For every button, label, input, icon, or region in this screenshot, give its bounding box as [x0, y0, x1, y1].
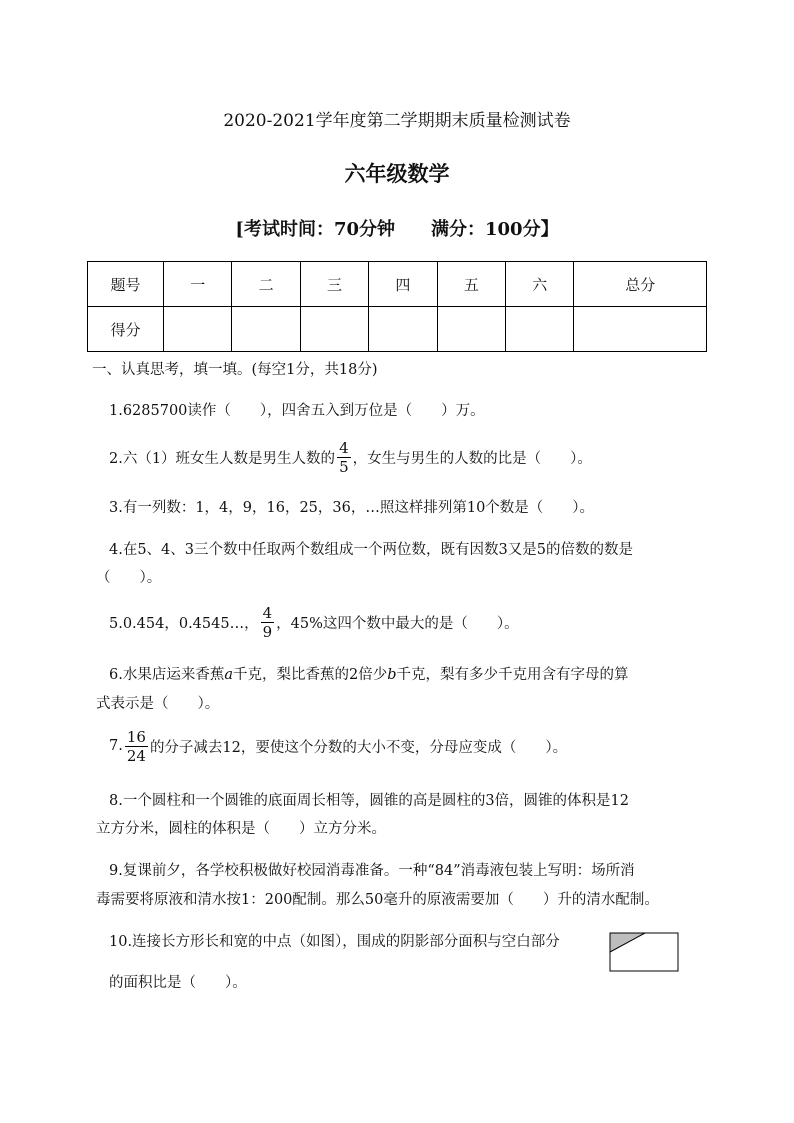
- question-text: 6.水果店运来香蕉: [109, 667, 225, 683]
- variable-a: a: [224, 667, 233, 683]
- score-entry-cell[interactable]: [437, 307, 505, 352]
- question-8-line2: 立方分米，圆柱的体积是（ ）立方分米。: [96, 821, 386, 837]
- question-1: 1.6285700读作（ ），四舍五入到万位是（ ）万。: [109, 403, 485, 419]
- fraction: [337, 439, 351, 476]
- fraction-denominator: 5: [339, 457, 349, 476]
- exam-meta: [0, 215, 794, 241]
- question-9-line2: 毒需要将原液和清水按1：200配制。那么50毫升的原液需要加（ ）升的清水配制。: [96, 892, 659, 908]
- table-cell: 总分: [574, 262, 707, 307]
- question-text: 5.0.454，0.4545…，: [109, 615, 259, 632]
- fraction-denominator: 24: [126, 746, 146, 765]
- question-4-line1: 4.在5、4、3三个数中任取两个数组成一个两位数，既有因数3又是5的倍数的数是: [109, 542, 633, 558]
- score-table-score-row: [88, 307, 707, 352]
- fraction: [261, 604, 275, 641]
- question-10-line1: 10.连接长方形长和宽的中点（如图），围成的阴影部分面积与空白部分: [109, 934, 560, 950]
- question-5: [109, 603, 519, 641]
- fraction: [125, 728, 148, 765]
- table-cell: 五: [437, 262, 505, 307]
- question-text: 千克，梨有多少千克用含有字母的算: [396, 667, 629, 683]
- question-10-line2: 的面积比是（ ）。: [109, 975, 247, 991]
- score-entry-cell[interactable]: [232, 307, 300, 352]
- score-entry-cell[interactable]: [574, 307, 707, 352]
- question-text: 7.: [109, 738, 123, 754]
- table-cell: 四: [369, 262, 437, 307]
- question-text: ，女生与男生的人数的比是（ ）。: [352, 450, 592, 467]
- question-9-line1: 9.复课前夕，各学校积极做好校园消毒准备。一种“84”消毒液包装上写明：场所消: [109, 863, 635, 879]
- question-7: [109, 727, 567, 765]
- question-8-line1: 8.一个圆柱和一个圆锥的底面周长相等，圆锥的高是圆柱的3倍，圆锥的体积是12: [109, 793, 630, 809]
- fraction-numerator: 16: [126, 727, 146, 746]
- question-text: ，45%这四个数中最大的是（ ）。: [276, 615, 519, 632]
- table-cell: 六: [506, 262, 574, 307]
- score-entry-cell[interactable]: [506, 307, 574, 352]
- table-cell: 二: [232, 262, 300, 307]
- exam-time: [考试时间：70分钟: [235, 219, 395, 240]
- question-3: 3.有一列数：1，4，9，16，25，36，…照这样排列第10个数是（ ）。: [109, 500, 595, 516]
- score-entry-cell[interactable]: [164, 307, 232, 352]
- exam-subject: 六年级数学: [344, 161, 450, 186]
- table-cell: 得分: [88, 307, 164, 352]
- question-text: 2.六（1）班女生人数是男生人数的: [109, 450, 336, 467]
- table-cell: 一: [164, 262, 232, 307]
- score-entry-cell[interactable]: [300, 307, 368, 352]
- fraction-numerator: 4: [339, 438, 349, 457]
- exam-full-score: 满分：100分】: [431, 219, 559, 240]
- rectangle-figure: [609, 932, 681, 974]
- score-table: [87, 261, 707, 352]
- score-table-header-row: [88, 262, 707, 307]
- table-cell: 题号: [88, 262, 164, 307]
- question-text: 的分子减去12，要使这个分数的大小不变，分母应变成（ ）。: [149, 739, 568, 756]
- question-6-line2: 式表示是（ ）。: [96, 696, 220, 712]
- section-heading: 一、认真思考，填一填。(每空1分，共18分): [92, 362, 378, 378]
- question-text: 千克，梨比香蕉的2倍少: [233, 667, 388, 683]
- fraction-numerator: 4: [262, 603, 273, 622]
- exam-title: 2020-2021学年度第二学期期末质量检测试卷: [223, 111, 571, 131]
- question-6-line1: [109, 663, 629, 684]
- table-cell: 三: [300, 262, 368, 307]
- fraction-denominator: 9: [262, 622, 273, 641]
- question-2: [109, 438, 592, 476]
- score-entry-cell[interactable]: [369, 307, 437, 352]
- question-4-line2: （ ）。: [96, 570, 162, 586]
- variable-b: b: [387, 667, 397, 683]
